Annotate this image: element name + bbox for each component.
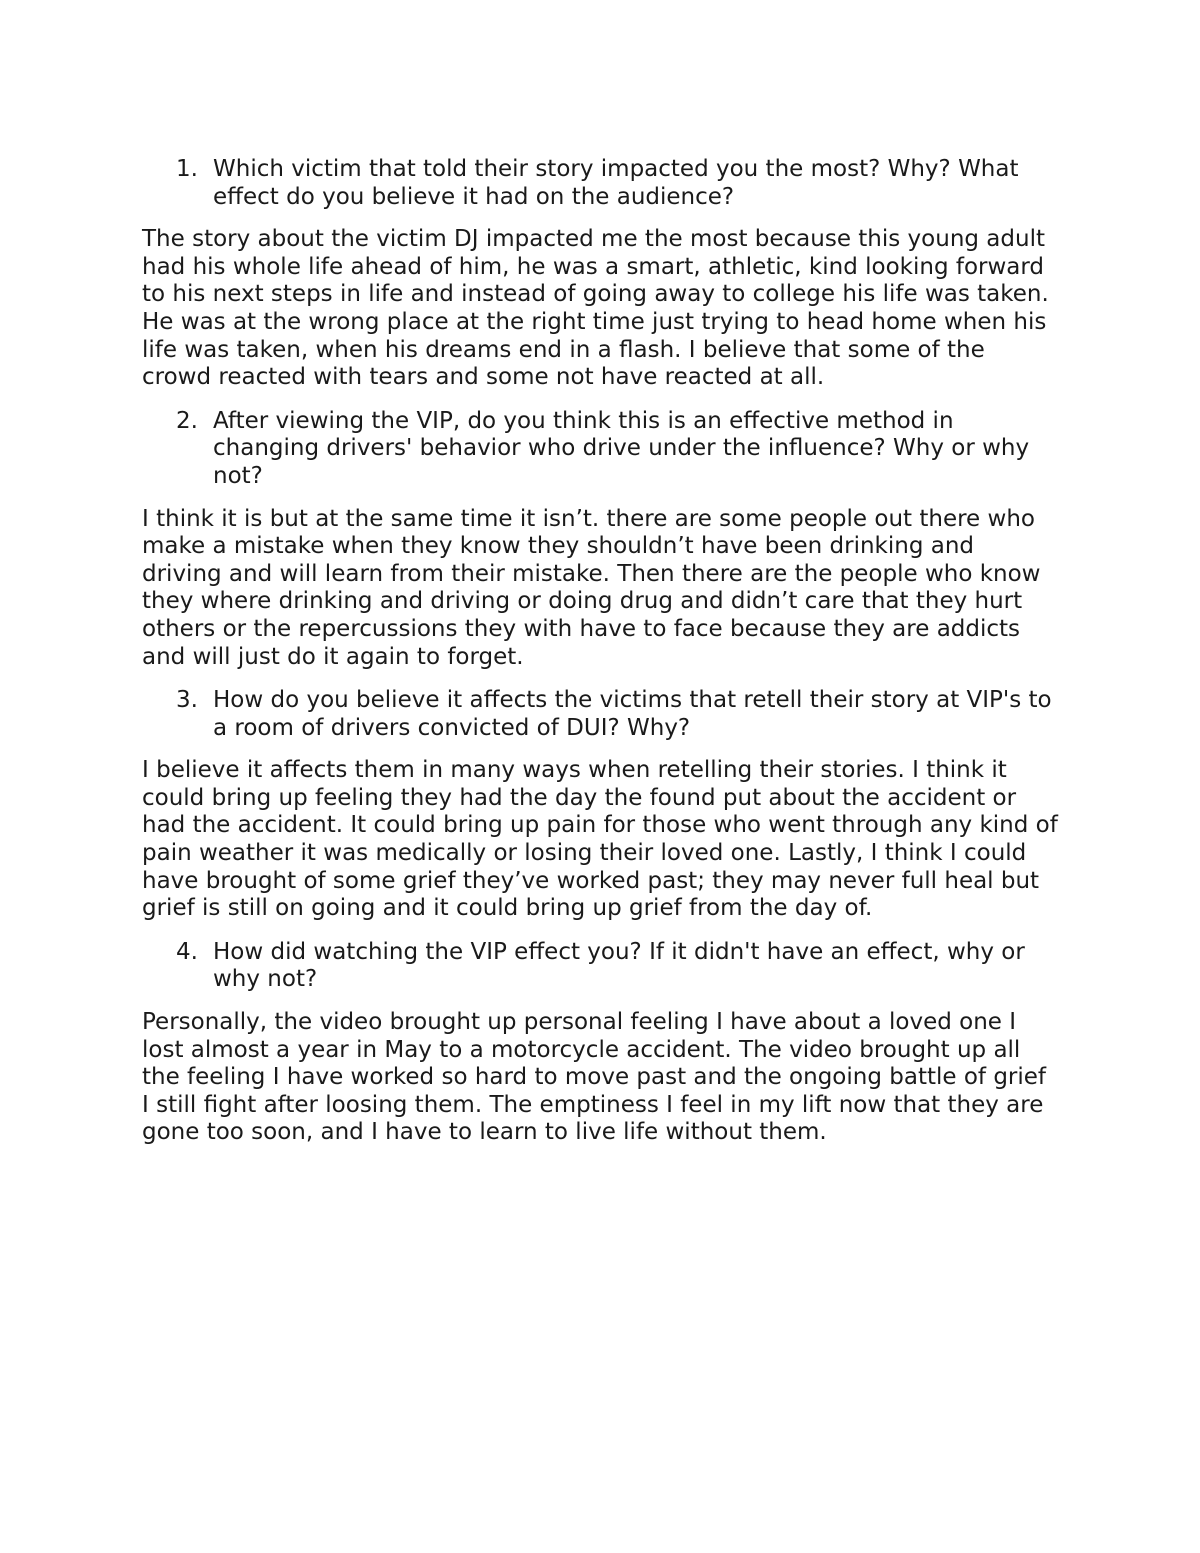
question-number: 3. [176, 687, 198, 714]
question-text: How did watching the VIP effect you? If it didn't have an effect, why or why not? [213, 938, 1025, 993]
question-1 [142, 156, 1060, 211]
question-text: Which victim that told their story impacted you the most? Why? What effect do you believe it had on the audience? [213, 156, 1019, 210]
question-number: 1. [176, 156, 198, 182]
question-number: 2. [176, 407, 198, 434]
question-4 [142, 939, 1060, 994]
question-3 [142, 687, 1060, 742]
question-2 [142, 408, 1060, 491]
question-text: How do you believe it affects the victims that retell their story at VIP's to a room of drivers convicted of DUI? Why? [213, 687, 1052, 741]
answer-3: I believe it affects them in many ways when retelling their stories. I think it could bring up feeling they had the day the found put about the accident or had the accident. It could bring up pain for those who went through any kind of pain weather it was medically or losing their loved one. Lastly, I think I could have brought of some grief they’ve worked past; they may never full heal but grief is still on going and it could bring up grief from the day of. [142, 757, 1058, 922]
answer-2: I think it is but at the same time it isn’t. there are some people out there who make a mistake when they know they shouldn’t have been drinking and driving and will learn from their mistake. Then there are the people who know they where drinking and driving or doing drug and didn’t care that they hurt others or the repercussions they with have to face because they are addicts and will just do it again to forget. [142, 505, 1041, 670]
answer-4: Personally, the video brought up personal feeling I have about a loved one I lost almost a year in May to a motorcycle accident. The video brought up all the feeling I have worked so hard to move past and the ongoing battle of grief I still fight after loosing them. The emptiness I feel in my lift now that they are gone too soon, and I have to learn to live life without them. [142, 1009, 1047, 1146]
question-text: After viewing the VIP, do you think this is an effective method in changing drivers' behavior who drive under the influence? Why or why not? [213, 407, 1030, 489]
question-number: 4. [176, 938, 198, 965]
answer-1: The story about the victim DJ impacted me the most because this young adult had his whole life ahead of him, he was a smart, athletic, kind looking forward to his next steps in life and instead of going away to college his life was taken. He was at the wrong place at the right time just trying to head home when his life was taken, when his dreams end in a flash. I believe that some of the crowd reacted with tears and some not have reacted at all. [142, 226, 1049, 391]
